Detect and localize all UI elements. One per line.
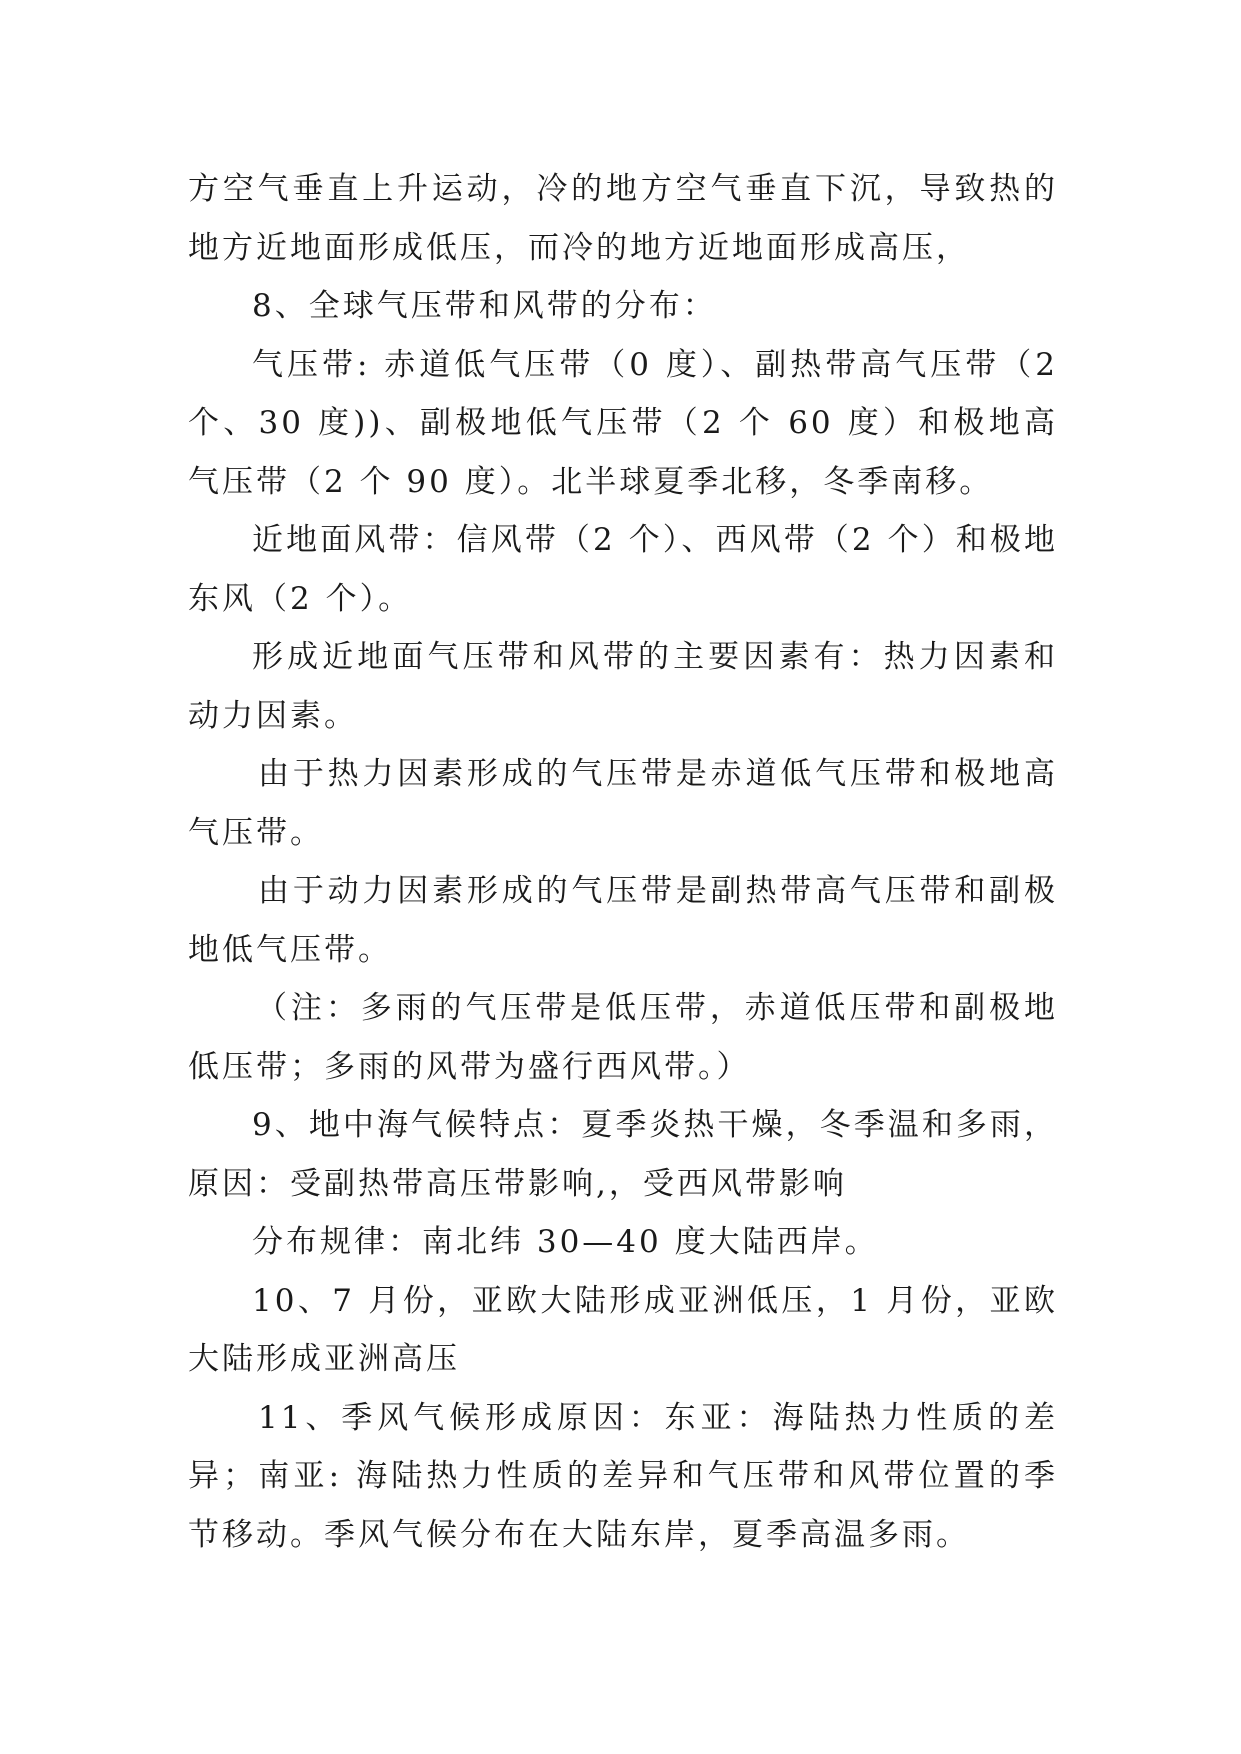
- document-body: [188, 160, 1058, 1564]
- paragraph-distribution-rule: 分布规律：南北纬 30—40 度大陆西岸。: [252, 1224, 879, 1260]
- paragraph-wind-belts: 近地面风带：信风带（2 个）、西风带（2 个）和极地东风（2 个）。: [188, 522, 1058, 617]
- paragraph-dynamic-factors: 由于动力因素形成的气压带是副热带高气压带和副极地低气压带。: [188, 873, 1058, 968]
- paragraph-continuation: 方空气垂直上升运动，冷的地方空气垂直下沉，导致热的地方近地面形成低压，而冷的地方近地面形成高压，: [188, 171, 1058, 266]
- paragraph-item-10: 10、7 月份，亚欧大陆形成亚洲低压，1 月份，亚欧大陆形成亚洲高压: [188, 1282, 1058, 1377]
- paragraph-note: （注：多雨的气压带是低压带，赤道低压带和副极地低压带；多雨的风带为盛行西风带。）: [188, 990, 1058, 1085]
- paragraph-item-8-heading: 8、全球气压带和风带的分布：: [252, 288, 717, 324]
- paragraph-pressure-belts: 气压带: 赤道低气压带（0 度）、副热带高气压带（2 个、30 度))、副极地低气压带（2 个 60 度）和极地高气压带（2 个 90 度）。北半球夏季北移，冬季南移。: [188, 346, 1058, 500]
- paragraph-item-11-monsoon: 11、季风气候形成原因：东亚：海陆热力性质的差异；南亚: 海陆热力性质的差异和气压带和风带位置的季节移动。季风气候分布在大陆东岸，夏季高温多雨。: [188, 1399, 1058, 1553]
- paragraph-main-factors: 形成近地面气压带和风带的主要因素有：热力因素和动力因素。: [188, 639, 1058, 734]
- paragraph-thermal-factors: 由于热力因素形成的气压带是赤道低气压带和极地高气压带。: [188, 756, 1058, 851]
- paragraph-item-9-mediterranean: 9、地中海气候特点：夏季炎热干燥，冬季温和多雨，原因：受副热带高压带影响,，受西风带影响: [188, 1107, 1058, 1202]
